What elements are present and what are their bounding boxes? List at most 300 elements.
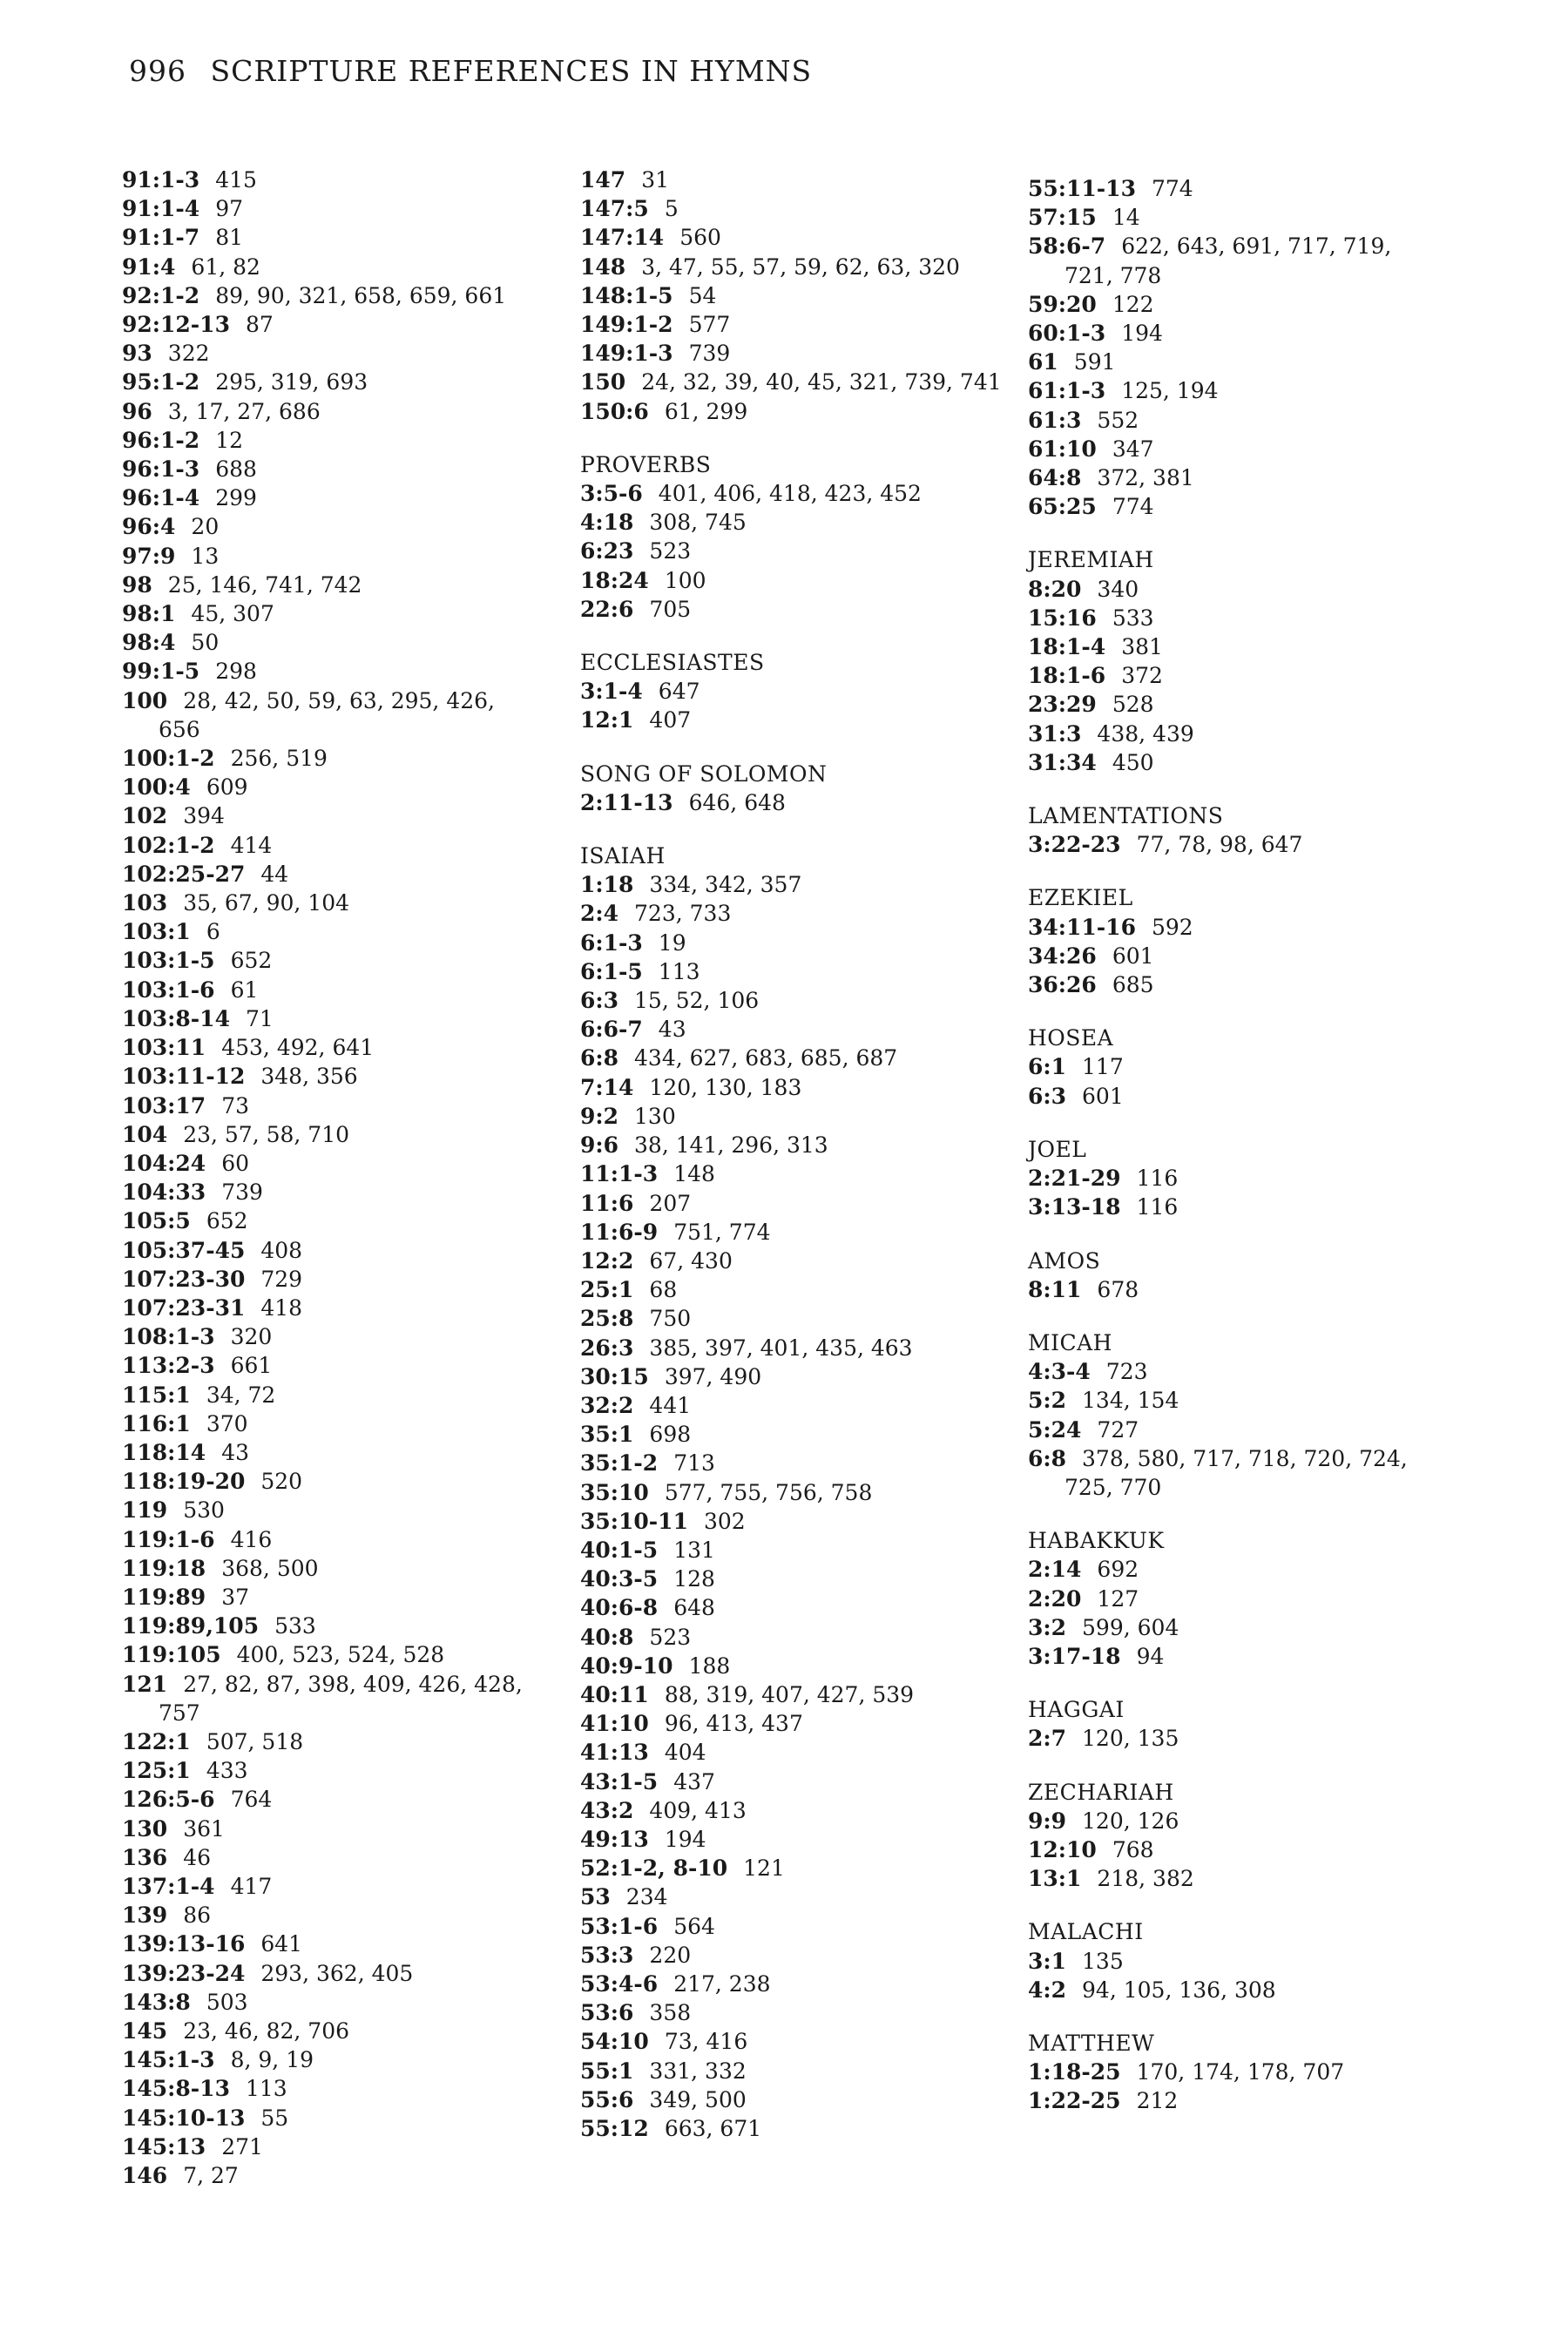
scripture-reference: 107:23-31 bbox=[122, 1294, 246, 1321]
index-entry bbox=[122, 2017, 540, 2045]
scripture-reference: 145:13 bbox=[122, 2133, 206, 2159]
hymn-numbers: 378, 580, 717, 718, 720, 724, 725, 770 bbox=[1064, 1445, 1408, 1500]
scripture-reference: 31:34 bbox=[1028, 749, 1097, 775]
scripture-reference: 1:22-25 bbox=[1028, 2088, 1121, 2114]
hymn-numbers: 61, 82 bbox=[191, 253, 260, 280]
index-entry bbox=[122, 946, 540, 975]
index-entry bbox=[580, 986, 1016, 1015]
hymn-numbers: 45, 307 bbox=[191, 601, 274, 627]
hymn-numbers: 61 bbox=[230, 977, 259, 1003]
hymn-numbers: 685 bbox=[1112, 972, 1154, 998]
hymn-numbers: 148 bbox=[673, 1161, 715, 1187]
index-entry bbox=[580, 223, 1016, 252]
index-entry bbox=[580, 1680, 1016, 1709]
scripture-reference: 137:1-4 bbox=[122, 1873, 215, 1899]
index-entry bbox=[122, 2045, 540, 2074]
hymn-numbers: 88, 319, 407, 427, 539 bbox=[664, 1681, 915, 1707]
book-heading: ECCLESIASTES bbox=[580, 650, 765, 676]
hymn-numbers: 739 bbox=[221, 1179, 263, 1206]
book-section bbox=[1028, 883, 1420, 999]
scripture-reference: 61:1-3 bbox=[1028, 378, 1106, 404]
hymn-numbers: 400, 523, 524, 528 bbox=[236, 1642, 445, 1668]
index-entry bbox=[122, 1612, 540, 1640]
index-entry bbox=[580, 1334, 1016, 1362]
index-entry bbox=[122, 1554, 540, 1583]
index-entry bbox=[122, 571, 540, 599]
index-entry bbox=[1028, 1052, 1420, 1081]
book-heading: HOSEA bbox=[1028, 1025, 1114, 1051]
book-heading: ZECHARIAH bbox=[1028, 1779, 1174, 1805]
hymn-numbers: 293, 362, 405 bbox=[260, 1960, 414, 1986]
scripture-reference: 145:10-13 bbox=[122, 2105, 246, 2131]
book-heading: AMOS bbox=[1028, 1247, 1101, 1274]
index-entry bbox=[580, 397, 1016, 426]
hymn-numbers: 131 bbox=[673, 1537, 715, 1563]
index-entry bbox=[1028, 1642, 1420, 1671]
index-entry bbox=[122, 194, 540, 223]
scripture-reference: 18:1-4 bbox=[1028, 634, 1106, 660]
hymn-numbers: 648 bbox=[673, 1595, 715, 1621]
scripture-reference: 103:11-12 bbox=[122, 1064, 246, 1090]
hymn-numbers: 751, 774 bbox=[673, 1219, 771, 1245]
index-entry bbox=[122, 801, 540, 830]
index-entry bbox=[580, 788, 1016, 817]
index-entry bbox=[1028, 376, 1420, 405]
hymn-numbers: 601 bbox=[1112, 943, 1154, 969]
scripture-reference: 148:1-5 bbox=[580, 282, 673, 308]
index-entry bbox=[122, 397, 540, 426]
scripture-reference: 98 bbox=[122, 571, 152, 598]
hymn-numbers: 523 bbox=[649, 1624, 692, 1650]
scripture-reference: 9:9 bbox=[1028, 1808, 1067, 1834]
book-section bbox=[1028, 545, 1420, 777]
index-entry bbox=[1028, 319, 1420, 348]
index-entry bbox=[1028, 2058, 1420, 2086]
scripture-reference: 105:37-45 bbox=[122, 1237, 246, 1263]
index-entry bbox=[1028, 1947, 1420, 1976]
index-entry bbox=[580, 1941, 1016, 1970]
index-entry bbox=[122, 542, 540, 571]
hymn-numbers: 89, 90, 321, 658, 659, 661 bbox=[215, 282, 507, 308]
scripture-reference: 92:1-2 bbox=[122, 282, 200, 308]
index-entry bbox=[122, 628, 540, 657]
hymn-numbers: 121 bbox=[743, 1855, 785, 1882]
scripture-reference: 65:25 bbox=[1028, 494, 1097, 520]
scripture-reference: 91:4 bbox=[122, 253, 176, 280]
scripture-reference: 2:14 bbox=[1028, 1557, 1082, 1583]
scripture-reference: 91:1-3 bbox=[122, 167, 200, 193]
scripture-reference: 40:11 bbox=[580, 1681, 649, 1707]
scripture-reference: 40:6-8 bbox=[580, 1595, 659, 1621]
index-entry bbox=[580, 1738, 1016, 1767]
hymn-numbers: 68 bbox=[649, 1277, 678, 1303]
hymn-numbers: 652 bbox=[230, 948, 273, 974]
index-entry bbox=[122, 2104, 540, 2132]
index-entry bbox=[580, 1825, 1016, 1854]
hymn-numbers: 96, 413, 437 bbox=[664, 1711, 803, 1737]
book-section bbox=[1028, 801, 1420, 859]
index-entry bbox=[580, 1420, 1016, 1449]
index-entry bbox=[122, 2161, 540, 2190]
hymn-numbers: 38, 141, 296, 313 bbox=[634, 1132, 828, 1159]
hymn-numbers: 692 bbox=[1097, 1557, 1139, 1583]
index-entry bbox=[122, 860, 540, 889]
scripture-reference: 8:11 bbox=[1028, 1276, 1082, 1302]
index-entry bbox=[1028, 1164, 1420, 1193]
scripture-reference: 147:5 bbox=[580, 196, 649, 222]
index-entry bbox=[1028, 661, 1420, 690]
hymn-numbers: 577, 755, 756, 758 bbox=[664, 1479, 873, 1505]
index-entry bbox=[1028, 1193, 1420, 1221]
index-entry bbox=[122, 1092, 540, 1120]
hymn-numbers: 750 bbox=[649, 1306, 692, 1332]
index-entry bbox=[1028, 492, 1420, 521]
hymn-numbers: 437 bbox=[673, 1768, 715, 1794]
scripture-reference: 1:18 bbox=[580, 872, 634, 898]
hymn-numbers: 120, 130, 183 bbox=[649, 1074, 802, 1100]
hymn-numbers: 271 bbox=[221, 2133, 263, 2159]
scripture-reference: 22:6 bbox=[580, 596, 634, 622]
scripture-reference: 145:8-13 bbox=[122, 2076, 230, 2102]
index-entry bbox=[1028, 604, 1420, 632]
scripture-reference: 103:17 bbox=[122, 1092, 206, 1119]
scripture-reference: 95:1-2 bbox=[122, 369, 200, 395]
hymn-numbers: 322 bbox=[167, 341, 210, 367]
scripture-reference: 11:1-3 bbox=[580, 1161, 659, 1187]
index-entry bbox=[1028, 970, 1420, 999]
hymn-numbers: 12 bbox=[215, 427, 243, 453]
scripture-reference: 6:8 bbox=[1028, 1445, 1067, 1471]
scripture-reference: 25:1 bbox=[580, 1277, 634, 1303]
hymn-numbers: 647 bbox=[658, 679, 700, 705]
hymn-numbers: 347 bbox=[1112, 436, 1154, 462]
scripture-reference: 35:10-11 bbox=[580, 1508, 688, 1534]
index-entry bbox=[122, 223, 540, 252]
scripture-reference: 3:22-23 bbox=[1028, 832, 1121, 858]
hymn-numbers: 217, 238 bbox=[673, 1970, 771, 1997]
index-entry bbox=[1028, 632, 1420, 661]
book-section bbox=[1028, 1135, 1420, 1222]
hymn-numbers: 349, 500 bbox=[649, 2086, 747, 2112]
book-section bbox=[580, 841, 1016, 2143]
scripture-reference: 15:16 bbox=[1028, 605, 1097, 631]
hymn-numbers: 94 bbox=[1136, 1643, 1165, 1669]
scripture-reference: 32:2 bbox=[580, 1392, 634, 1418]
index-entry bbox=[1028, 1275, 1420, 1304]
index-column-1 bbox=[122, 166, 540, 2190]
book-heading: HAGGAI bbox=[1028, 1697, 1125, 1723]
scripture-reference: 103:1 bbox=[122, 919, 191, 945]
hymn-numbers: 135 bbox=[1082, 1948, 1124, 1974]
scripture-reference: 2:7 bbox=[1028, 1726, 1067, 1752]
hymn-numbers: 560 bbox=[679, 225, 721, 251]
hymn-numbers: 408 bbox=[260, 1237, 303, 1263]
book-heading: EZEKIEL bbox=[1028, 885, 1133, 911]
scripture-reference: 35:1-2 bbox=[580, 1450, 659, 1477]
index-entry bbox=[580, 957, 1016, 986]
hymn-numbers: 705 bbox=[649, 596, 692, 622]
scripture-reference: 40:8 bbox=[580, 1624, 634, 1650]
hymn-numbers: 372 bbox=[1121, 663, 1163, 689]
scripture-reference: 119:105 bbox=[122, 1642, 221, 1668]
scripture-reference: 52:1-2, 8-10 bbox=[580, 1855, 728, 1882]
index-entry bbox=[580, 1623, 1016, 1652]
index-entry bbox=[1028, 232, 1420, 289]
scripture-reference: 36:26 bbox=[1028, 972, 1097, 998]
scripture-reference: 98:4 bbox=[122, 630, 176, 656]
hymn-numbers: 71 bbox=[245, 1005, 274, 1031]
scripture-reference: 96:1-4 bbox=[122, 485, 200, 511]
hymn-numbers: 503 bbox=[206, 1989, 248, 2015]
index-entry bbox=[122, 1149, 540, 1178]
scripture-reference: 2:21-29 bbox=[1028, 1166, 1121, 1192]
scripture-reference: 2:11-13 bbox=[580, 789, 673, 815]
index-entry bbox=[580, 595, 1016, 624]
hymn-numbers: 35, 67, 90, 104 bbox=[183, 890, 350, 916]
scripture-reference: 40:1-5 bbox=[580, 1537, 659, 1563]
hymn-numbers: 652 bbox=[206, 1208, 248, 1234]
scripture-reference: 103:1-5 bbox=[122, 948, 215, 974]
hymn-numbers: 577 bbox=[688, 312, 731, 338]
hymn-numbers: 55 bbox=[260, 2105, 289, 2131]
scripture-reference: 119:18 bbox=[122, 1555, 206, 1581]
scripture-reference: 49:13 bbox=[580, 1826, 649, 1852]
index-entry bbox=[580, 2027, 1016, 2056]
index-entry bbox=[122, 1843, 540, 1872]
hymn-numbers: 723 bbox=[1105, 1359, 1148, 1385]
book-section bbox=[1028, 1247, 1420, 1304]
hymn-numbers: 768 bbox=[1112, 1836, 1154, 1862]
index-entry bbox=[580, 2057, 1016, 2085]
index-entry bbox=[580, 1044, 1016, 1072]
hymn-numbers: 381 bbox=[1121, 634, 1163, 660]
hymn-numbers: 723, 733 bbox=[634, 901, 732, 927]
hymn-numbers: 433 bbox=[206, 1758, 248, 1784]
index-entry bbox=[1028, 942, 1420, 970]
index-entry bbox=[122, 917, 540, 946]
index-entry bbox=[122, 1004, 540, 1033]
index-entry bbox=[1028, 1416, 1420, 1444]
scripture-reference: 126:5-6 bbox=[122, 1787, 215, 1813]
index-entry bbox=[580, 339, 1016, 368]
index-entry bbox=[1028, 463, 1420, 492]
hymn-numbers: 44 bbox=[260, 861, 289, 887]
scripture-reference: 113:2-3 bbox=[122, 1353, 215, 1379]
hymn-numbers: 13 bbox=[191, 543, 220, 569]
book-heading: SONG OF SOLOMON bbox=[580, 760, 828, 787]
scripture-reference: 30:15 bbox=[580, 1363, 649, 1389]
scripture-reference: 61 bbox=[1028, 349, 1058, 375]
hymn-numbers: 438, 439 bbox=[1097, 720, 1194, 747]
scripture-reference: 139 bbox=[122, 1903, 168, 1929]
hymn-numbers: 592 bbox=[1151, 914, 1193, 940]
scripture-reference: 60:1-3 bbox=[1028, 321, 1106, 347]
hymn-numbers: 122 bbox=[1112, 291, 1154, 317]
scripture-reference: 61:10 bbox=[1028, 436, 1097, 462]
index-entry bbox=[580, 368, 1016, 396]
index-entry bbox=[122, 1322, 540, 1351]
index-entry bbox=[580, 566, 1016, 595]
scripture-reference: 3:1-4 bbox=[580, 679, 643, 705]
hymn-numbers: 77, 78, 98, 647 bbox=[1136, 832, 1303, 858]
index-entry bbox=[122, 976, 540, 1004]
index-entry bbox=[1028, 348, 1420, 376]
scripture-reference: 107:23-30 bbox=[122, 1266, 246, 1292]
index-entry bbox=[580, 1247, 1016, 1275]
index-column-3 bbox=[1028, 174, 1420, 2116]
book-section bbox=[1028, 1526, 1420, 1671]
book-heading: HABAKKUK bbox=[1028, 1528, 1165, 1554]
hymn-numbers: 256, 519 bbox=[230, 746, 328, 772]
index-entry bbox=[122, 1062, 540, 1091]
index-entry bbox=[1028, 1444, 1420, 1502]
scripture-reference: 149:1-2 bbox=[580, 312, 673, 338]
index-entry bbox=[1028, 435, 1420, 463]
hymn-numbers: 207 bbox=[649, 1190, 692, 1216]
index-entry bbox=[122, 1583, 540, 1612]
index-entry bbox=[122, 253, 540, 281]
index-entry bbox=[122, 1670, 540, 1727]
scripture-reference: 122:1 bbox=[122, 1728, 191, 1754]
hymn-numbers: 188 bbox=[688, 1652, 731, 1679]
scripture-reference: 43:2 bbox=[580, 1797, 634, 1823]
page-title: SCRIPTURE REFERENCES IN HYMNS bbox=[210, 54, 813, 88]
scripture-reference: 53 bbox=[580, 1884, 611, 1910]
hymn-numbers: 348, 356 bbox=[260, 1064, 358, 1090]
scripture-reference: 64:8 bbox=[1028, 465, 1082, 491]
hymn-numbers: 73 bbox=[221, 1092, 250, 1119]
hymn-numbers: 81 bbox=[215, 225, 243, 251]
hymn-numbers: 87 bbox=[245, 312, 274, 338]
hymn-numbers: 3, 47, 55, 57, 59, 62, 63, 320 bbox=[641, 253, 960, 280]
index-entry bbox=[580, 508, 1016, 537]
scripture-reference: 96 bbox=[122, 398, 152, 424]
hymn-numbers: 117 bbox=[1082, 1054, 1124, 1080]
hymn-numbers: 368, 500 bbox=[221, 1555, 319, 1581]
index-entry bbox=[580, 1449, 1016, 1477]
index-entry bbox=[122, 368, 540, 396]
index-entry bbox=[122, 1872, 540, 1901]
hymn-numbers: 453, 492, 641 bbox=[221, 1035, 375, 1061]
index-entry bbox=[1028, 1835, 1420, 1864]
hymn-numbers: 116 bbox=[1136, 1194, 1179, 1220]
scripture-reference: 145:1-3 bbox=[122, 2047, 215, 2073]
scripture-reference: 11:6-9 bbox=[580, 1219, 659, 1245]
hymn-numbers: 194 bbox=[1121, 321, 1163, 347]
hymn-numbers: 688 bbox=[215, 456, 257, 483]
index-entry bbox=[122, 1294, 540, 1322]
index-entry bbox=[122, 1640, 540, 1669]
index-entry bbox=[122, 1467, 540, 1496]
book-heading: MALACHI bbox=[1028, 1919, 1144, 1945]
hymn-numbers: 520 bbox=[260, 1469, 303, 1495]
scripture-reference: 40:3-5 bbox=[580, 1566, 659, 1592]
index-entry bbox=[1028, 1976, 1420, 2004]
scripture-reference: 102:25-27 bbox=[122, 861, 246, 887]
hymn-numbers: 120, 135 bbox=[1082, 1726, 1179, 1752]
scripture-reference: 100:4 bbox=[122, 774, 191, 801]
index-entry bbox=[1028, 1555, 1420, 1584]
hymn-numbers: 54 bbox=[688, 282, 717, 308]
hymn-numbers: 564 bbox=[673, 1913, 715, 1939]
index-entry bbox=[1028, 1357, 1420, 1386]
book-section bbox=[1028, 1024, 1420, 1111]
scripture-reference: 91:1-7 bbox=[122, 225, 200, 251]
index-entry bbox=[1028, 575, 1420, 604]
scripture-reference: 147:14 bbox=[580, 225, 665, 251]
hymn-numbers: 415 bbox=[215, 167, 257, 193]
hymn-numbers: 97 bbox=[215, 196, 243, 222]
hymn-numbers: 416 bbox=[230, 1526, 273, 1552]
hymn-numbers: 601 bbox=[1082, 1083, 1124, 1109]
hymn-numbers: 409, 413 bbox=[649, 1797, 747, 1823]
index-entry bbox=[122, 773, 540, 801]
index-entry bbox=[580, 1362, 1016, 1391]
scripture-reference: 99:1-5 bbox=[122, 659, 200, 685]
index-entry bbox=[122, 686, 540, 744]
index-entry bbox=[1028, 913, 1420, 942]
scripture-reference: 6:1-3 bbox=[580, 929, 643, 956]
index-entry bbox=[122, 166, 540, 194]
scripture-reference: 5:2 bbox=[1028, 1388, 1067, 1414]
scripture-reference: 35:10 bbox=[580, 1479, 649, 1505]
scripture-reference: 3:17-18 bbox=[1028, 1643, 1121, 1669]
scripture-reference: 3:5-6 bbox=[580, 481, 643, 507]
scripture-reference: 6:3 bbox=[580, 988, 619, 1014]
scripture-reference: 54:10 bbox=[580, 2029, 649, 2055]
hymn-numbers: 450 bbox=[1112, 749, 1154, 775]
index-entry bbox=[122, 1381, 540, 1409]
scripture-reference: 118:14 bbox=[122, 1439, 206, 1465]
scripture-reference: 104:24 bbox=[122, 1150, 206, 1176]
hymn-numbers: 43 bbox=[221, 1439, 250, 1465]
scripture-reference: 7:14 bbox=[580, 1074, 634, 1100]
hymn-numbers: 234 bbox=[625, 1884, 668, 1910]
scripture-reference: 103 bbox=[122, 890, 168, 916]
hymn-numbers: 127 bbox=[1097, 1585, 1139, 1612]
hymn-numbers: 298 bbox=[215, 659, 257, 685]
hymn-numbers: 320 bbox=[230, 1324, 273, 1350]
hymn-numbers: 14 bbox=[1112, 205, 1140, 231]
hymn-numbers: 407 bbox=[649, 707, 692, 733]
scripture-reference: 150 bbox=[580, 369, 626, 395]
index-entry bbox=[122, 1496, 540, 1524]
index-entry bbox=[580, 870, 1016, 899]
scripture-reference: 6:23 bbox=[580, 538, 634, 564]
hymn-numbers: 418 bbox=[260, 1294, 303, 1321]
hymn-numbers: 774 bbox=[1112, 494, 1154, 520]
scripture-reference: 2:4 bbox=[580, 901, 619, 927]
index-entry bbox=[580, 1275, 1016, 1304]
scripture-reference: 145 bbox=[122, 2018, 168, 2044]
index-entry bbox=[580, 2085, 1016, 2114]
scripture-reference: 6:1-5 bbox=[580, 958, 643, 984]
hymn-numbers: 113 bbox=[245, 2076, 287, 2102]
scripture-reference: 104:33 bbox=[122, 1179, 206, 1206]
book-section bbox=[1028, 174, 1420, 521]
hymn-numbers: 73, 416 bbox=[664, 2029, 748, 2055]
index-entry bbox=[1028, 1724, 1420, 1753]
index-entry bbox=[580, 1652, 1016, 1680]
scripture-reference: 100 bbox=[122, 687, 168, 713]
scripture-reference: 4:3-4 bbox=[1028, 1359, 1091, 1385]
hymn-numbers: 5 bbox=[664, 196, 679, 222]
index-entry bbox=[122, 2132, 540, 2161]
index-entry bbox=[580, 1709, 1016, 1738]
hymn-numbers: 37 bbox=[221, 1584, 250, 1610]
scripture-reference: 148 bbox=[580, 253, 626, 280]
hymn-numbers: 528 bbox=[1112, 692, 1154, 718]
